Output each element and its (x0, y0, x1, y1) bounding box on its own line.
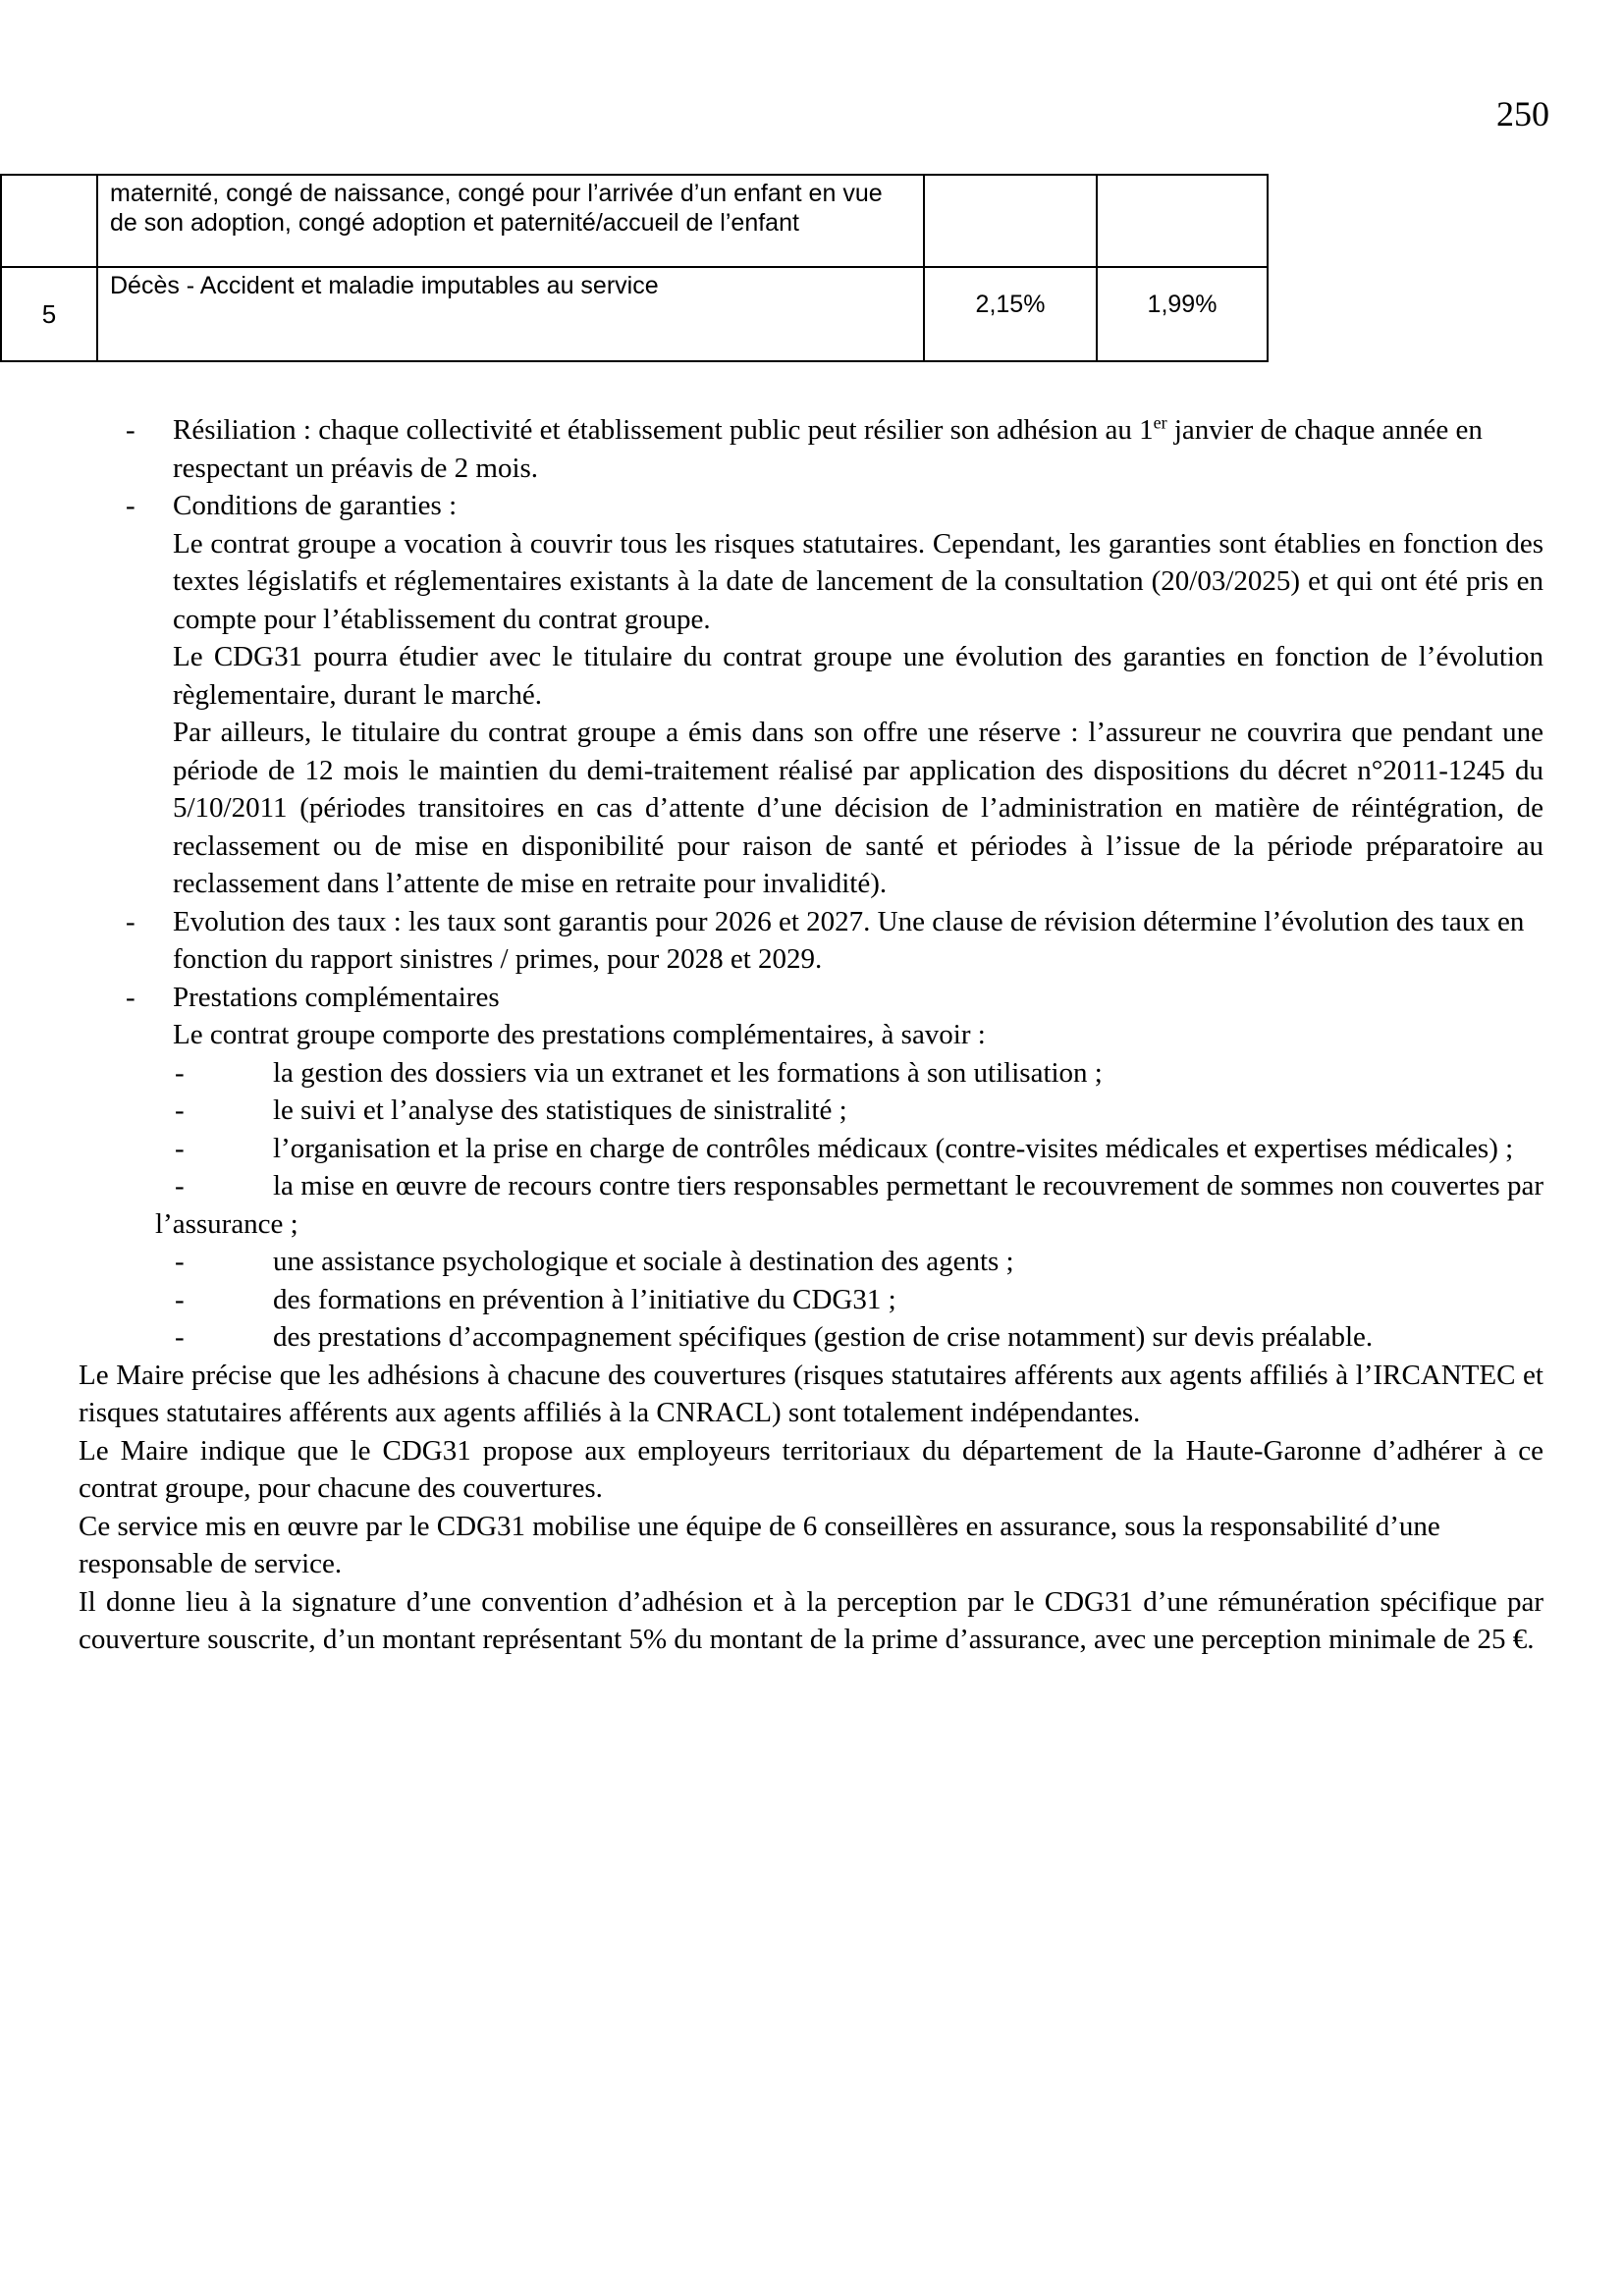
sub-bullet-text: l’organisation et la prise en charge de contrôles médicaux (contre-visites médicales et expertises médicales) ; (273, 1132, 1514, 1164)
paragraph-maire-precise: Le Maire précise que les adhésions à chacune des couvertures (risques statutaires afférents aux agents affiliés à l’IRCANTEC et risques statutaires afférents aux agents affiliés à la CNRACL) sont totalement indépendantes. (79, 1359, 1543, 1428)
bullet-dash: - (175, 1056, 185, 1089)
sub-bullet-item (79, 1130, 1543, 1168)
sub-bullet-text: des prestations d’accompagnement spécifiques (gestion de crise notamment) sur devis préalable. (273, 1321, 1374, 1353)
bullet-dash: - (126, 414, 135, 446)
table-cell-rate-1 (924, 175, 1097, 267)
bullet-resiliation (79, 411, 1543, 487)
conditions-paragraph-2: Le CDG31 pourra étudier avec le titulaire du contrat groupe une évolution des garanties en fonction de l’évolution règlementaire, durant le marché. (173, 641, 1543, 711)
resiliation-text-pre: Résiliation : chaque collectivité et établissement public peut résilier son adhésion au 1 (173, 414, 1154, 446)
sub-bullet-item (79, 1318, 1543, 1357)
page-number: 250 (1496, 94, 1549, 133)
evolution-text: Evolution des taux : les taux sont garantis pour 2026 et 2027. Une clause de révision détermine l’évolution des taux en fonction du rapport sinistres / primes, pour 2028 et 2029. (173, 905, 1525, 975)
sub-bullet-item (79, 1054, 1543, 1093)
bullet-dash: - (175, 1283, 185, 1315)
bullet-dash: - (175, 1132, 185, 1164)
sub-bullet-text: une assistance psychologique et sociale à destination des agents ; (273, 1246, 1014, 1277)
table-cell-guarantee-label: maternité, congé de naissance, congé pour l’arrivée d’un enfant en vue de son adoption, congé adoption et paternité/accueil de l’enfant (97, 175, 924, 267)
resiliation-text-post: janvier de chaque année en respectant un préavis de 2 mois. (173, 414, 1483, 484)
table-cell-rate-2: 1,99% (1097, 267, 1268, 361)
paragraph-maire-indique: Le Maire indique que le CDG31 propose aux employeurs territoriaux du département de la Haute-Garonne d’adhérer à ce contrat groupe, pour chacune des couvertures. (79, 1434, 1543, 1504)
bullet-dash: - (126, 490, 135, 521)
prestations-intro: Le contrat groupe comporte des prestations complémentaires, à savoir : (173, 1019, 986, 1050)
sub-bullet-text: des formations en prévention à l’initiative du CDG31 ; (273, 1283, 896, 1315)
bullet-conditions-title (79, 487, 1543, 525)
prestations-title-text: Prestations complémentaires (173, 981, 500, 1013)
bullet-dash: - (175, 1246, 185, 1277)
sub-bullet-item (79, 1281, 1543, 1319)
bullet-dash: - (175, 1170, 185, 1201)
document-body (79, 411, 1543, 1659)
table-cell-row-number (1, 175, 97, 267)
sub-bullet-text: la gestion des dossiers via un extranet et les formations à son utilisation ; (273, 1056, 1103, 1089)
table-cell-rate-2 (1097, 175, 1268, 267)
sub-bullet-item (79, 1243, 1543, 1281)
table-row (1, 175, 1268, 267)
bullet-evolution (79, 903, 1543, 979)
sub-bullet-text: la mise en œuvre de recours contre tiers responsables permettant le recouvrement de sommes non couvertes par l’assurance ; (155, 1170, 1543, 1240)
table-cell-row-number: 5 (1, 267, 97, 361)
sub-bullet-text: le suivi et l’analyse des statistiques de sinistralité ; (273, 1095, 847, 1126)
resiliation-superscript: er (1153, 412, 1167, 433)
table-row (1, 267, 1268, 361)
sub-bullet-item (79, 1167, 1543, 1243)
table-cell-rate-1: 2,15% (924, 267, 1097, 361)
bullet-dash: - (126, 905, 135, 937)
table-cell-guarantee-label: Décès - Accident et maladie imputables au service (97, 267, 924, 361)
bullet-prestations-title (79, 979, 1543, 1017)
sub-bullet-item (79, 1092, 1543, 1130)
rates-table (0, 174, 1269, 362)
conditions-title-text: Conditions de garanties : (173, 490, 458, 521)
conditions-paragraph-1: Le contrat groupe a vocation à couvrir tous les risques statutaires. Cependant, les garanties sont établies en fonction des textes législatifs et réglementaires existants à la date de lancement de la consultation (20/03/2025) et qui ont été pris en compte pour l’établissement du contrat groupe. (173, 527, 1543, 635)
paragraph-ce-service: Ce service mis en œuvre par le CDG31 mobilise une équipe de 6 conseillères en assurance, sous la responsabilité d’une responsable de service. (79, 1510, 1440, 1579)
bullet-dash: - (175, 1321, 185, 1353)
conditions-paragraph-3: Par ailleurs, le titulaire du contrat groupe a émis dans son offre une réserve : l’assureur ne couvrira que pendant une période de 12 mois le maintien du demi-traitement réalisé par application des dispositions du décret n°2011-1245 du 5/10/2011 (périodes transitoires en cas d’attente d’une décision de l’administration en matière de réintégration, de reclassement ou de mise en disponibilité pour raison de santé et périodes à l’issue de la période préparatoire au reclassement dans l’attente de mise en retraite pour invalidité). (173, 717, 1543, 899)
bullet-dash: - (175, 1095, 185, 1126)
bullet-dash: - (126, 981, 135, 1013)
paragraph-il-donne: Il donne lieu à la signature d’une convention d’adhésion et à la perception par le CDG31 d’une rémunération spécifique par couverture souscrite, d’un montant représentant 5% du montant de la prime d’assurance, avec une perception minimale de 25 €. (79, 1585, 1543, 1655)
